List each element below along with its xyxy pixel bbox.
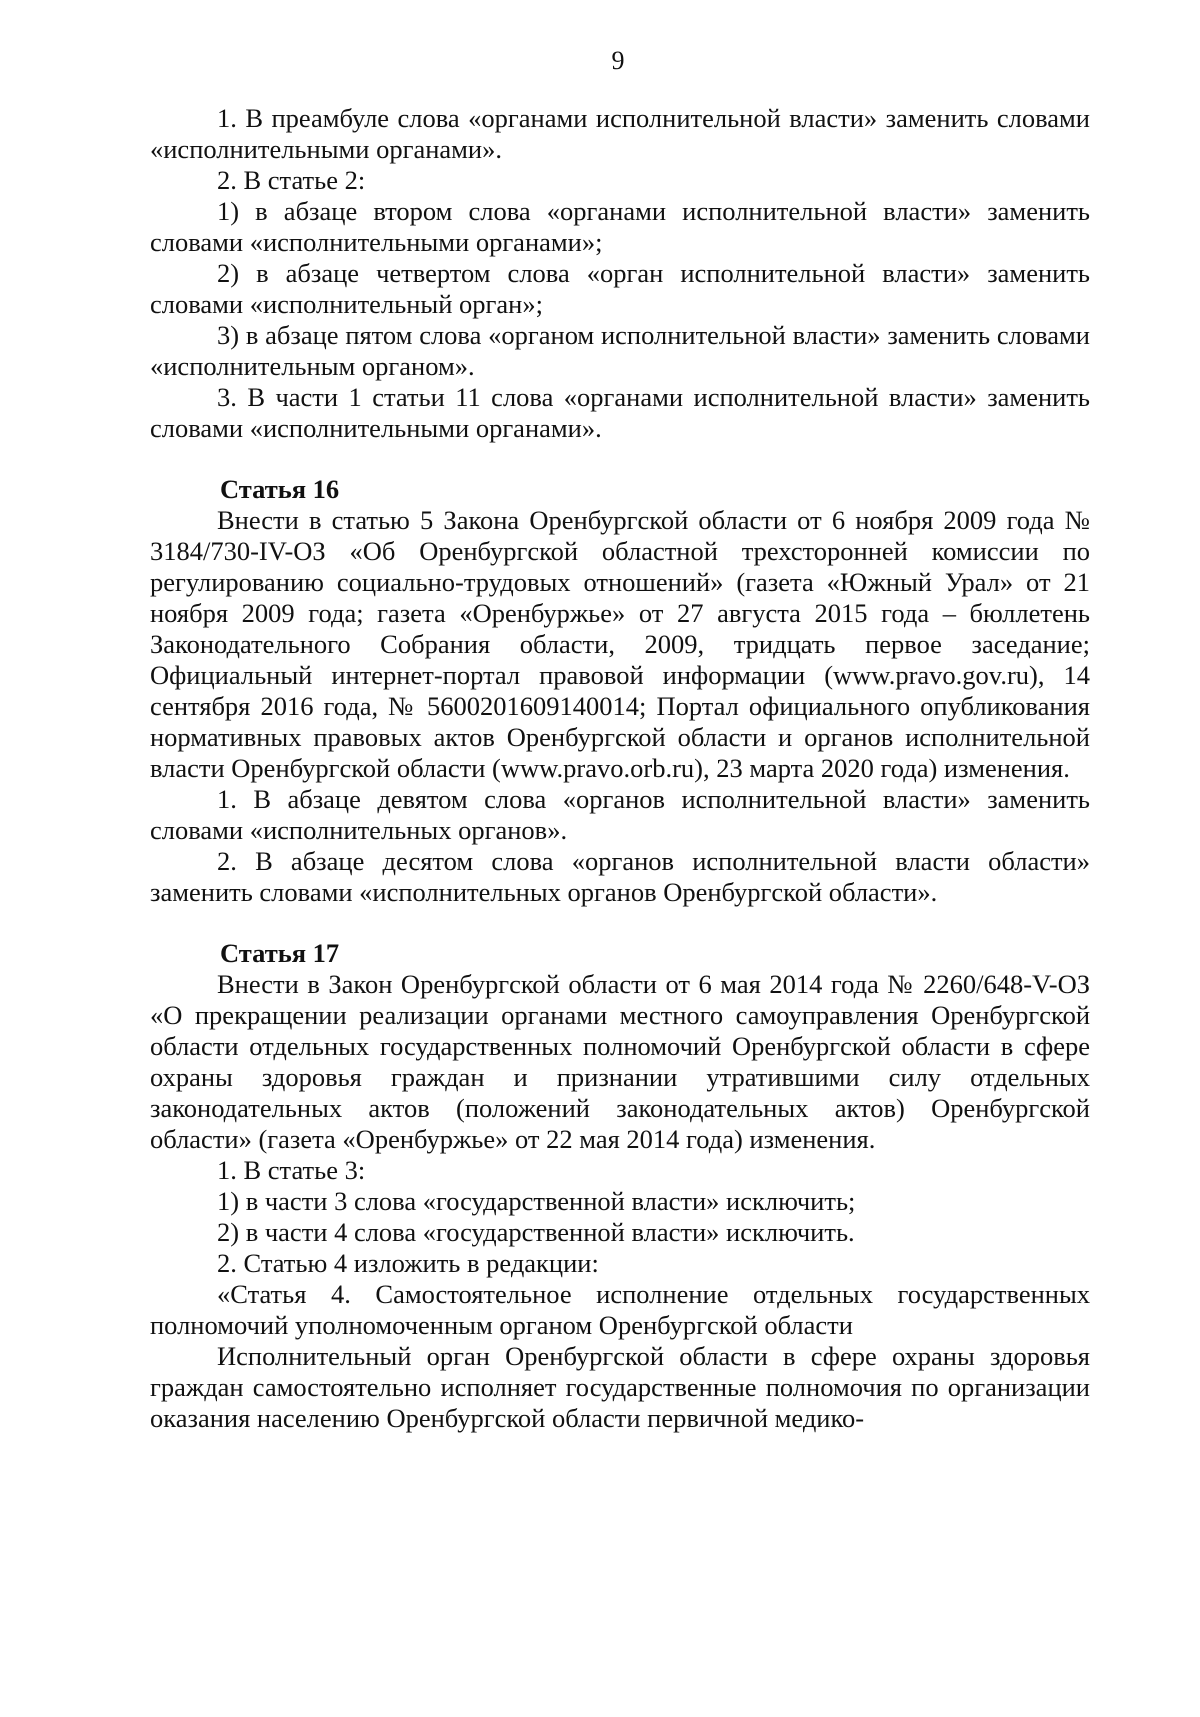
document-body: [150, 103, 1090, 1434]
article17-quoted-heading: «Статья 4. Самостоятельное исполнение отдельных государственных полномочий уполномоченным органом Оренбургской области: [150, 1279, 1090, 1340]
article16-item1: 1. В абзаце девятом слова «органов исполнительной власти» заменить словами «исполнительных органов».: [150, 784, 1090, 845]
article17-quoted-text: Исполнительный орган Оренбургской области в сфере охраны здоровья граждан самостоятельно исполняет государственные полномочия по организации оказания населению Оренбургской области первичной медико-: [150, 1341, 1090, 1433]
article16-item2: 2. В абзаце десятом слова «органов исполнительной власти области» заменить словами «исполнительных органов Оренбургской области».: [150, 846, 1090, 907]
paragraph-article11: 3. В части 1 статьи 11 слова «органами исполнительной власти» заменить словами «исполнительными органами».: [150, 382, 1090, 443]
article17-intro: Внести в Закон Оренбургской области от 6 мая 2014 года № 2260/648-V-ОЗ «О прекращении реализации органами местного самоуправления Оренбургской области отдельных государственных полномочий Оренбургской области в сфере охраны здоровья граждан и признании утратившими силу отдельных законодательных актов (положений законодательных актов) Оренбургской области» (газета «Оренбуржье» от 22 мая 2014 года) изменения.: [150, 969, 1090, 1154]
paragraph-preamble: 1. В преамбуле слова «органами исполнительной власти» заменить словами «исполнительными органами».: [150, 103, 1090, 164]
paragraph-article2-item1: 1) в абзаце втором слова «органами исполнительной власти» заменить словами «исполнительными органами»;: [150, 196, 1090, 257]
article16-intro: Внести в статью 5 Закона Оренбургской области от 6 ноября 2009 года № 3184/730-IV-ОЗ «Об Оренбургской областной трехсторонней комиссии по регулированию социально-трудовых отношений» (газета «Южный Урал» от 21 ноября 2009 года; газета «Оренбуржье» от 27 августа 2015 года – бюллетень Законодательного Собрания области, 2009, тридцать первое заседание; Официальный интернет-портал правовой информации (www.pravo.gov.ru), 14 сентября 2016 года, № 5600201609140014; Портал официального опубликования нормативных правовых актов Оренбургской области и органов исполнительной власти Оренбургской области (www.pravo.orb.ru), 23 марта 2020 года) изменения.: [150, 505, 1090, 783]
article17-item2: 2. Статью 4 изложить в редакции:: [217, 1248, 599, 1278]
article17-item1: 1. В статье 3:: [217, 1155, 366, 1185]
paragraph-article2: 2. В статье 2:: [217, 165, 366, 195]
article17-item1-sub2: 2) в части 4 слова «государственной власти» исключить.: [217, 1217, 855, 1247]
article16-heading: Статья 16: [220, 474, 340, 504]
article17-item1-sub1: 1) в части 3 слова «государственной власти» исключить;: [217, 1186, 856, 1216]
paragraph-article2-item3: 3) в абзаце пятом слова «органом исполнительной власти» заменить словами «исполнительным органом».: [150, 320, 1090, 381]
article17-heading: Статья 17: [220, 938, 340, 968]
paragraph-article2-item2: 2) в абзаце четвертом слова «орган исполнительной власти» заменить словами «исполнительный орган»;: [150, 258, 1090, 319]
page-number: 9: [611, 46, 625, 75]
